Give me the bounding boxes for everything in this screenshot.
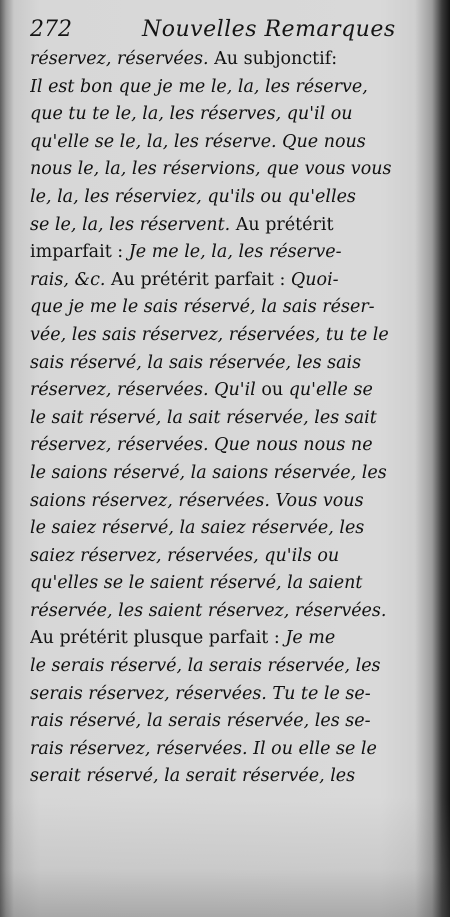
text-run: réservez, réservées. Qu'il <box>30 380 262 401</box>
text-line <box>30 239 425 267</box>
text-line <box>30 598 425 626</box>
text-run: saiez réservez, réservées, qu'ils ou <box>30 545 340 566</box>
text-run: qu'elle se <box>283 380 373 401</box>
text-run: serais réservez, réservées. Tu te le se- <box>30 683 371 704</box>
text-run: qu'elles se le saient réservé, la saient <box>30 573 363 594</box>
text-run: le sait réservé, la sait réservée, les sait <box>30 407 377 428</box>
text-run: que tu te le, la, les réserves, qu'il ou <box>30 104 353 125</box>
text-line <box>30 129 425 157</box>
text-run: Quoi- <box>290 269 339 290</box>
text-line <box>30 156 425 184</box>
text-run: réservez, réservées. <box>30 49 215 69</box>
text-line <box>30 432 425 460</box>
text-line <box>30 377 425 405</box>
page-number: 272 <box>30 17 72 42</box>
body-text <box>30 46 425 791</box>
text-run: le saions réservé, la saions réservée, les <box>30 462 387 483</box>
text-line <box>30 763 425 791</box>
text-run: qu'elle se le, la, les réserve. Que nous <box>30 131 366 152</box>
text-line <box>30 460 425 488</box>
text-run: imparfait : <box>30 242 129 263</box>
text-line <box>30 570 425 598</box>
text-run: Au prétérit plusque parfait : <box>30 628 286 649</box>
text-run: rais réservez, réservées. Il ou elle se le <box>30 738 377 759</box>
text-line <box>30 653 425 681</box>
text-line <box>30 184 425 212</box>
text-line <box>30 322 425 350</box>
text-line <box>30 101 425 129</box>
text-run: saions réservez, réservées. Vous vous <box>30 490 364 511</box>
text-run: réservée, les saient réservez, réservées. <box>30 600 387 621</box>
running-head <box>30 14 430 46</box>
text-line <box>30 74 425 102</box>
text-run: le serais réservé, la serais réservée, les <box>30 656 381 677</box>
text-line <box>30 350 425 378</box>
text-line <box>30 405 425 433</box>
text-run: serait réservé, la serait réservée, les <box>30 766 356 787</box>
text-run: le, la, les réserviez, qu'ils ou qu'elles <box>30 186 356 207</box>
text-line <box>30 708 425 736</box>
text-run: rais, &c. <box>30 269 112 290</box>
text-run: nous le, la, les réservions, que vous vous <box>30 159 392 180</box>
text-run: sais réservé, la sais réservée, les sais <box>30 352 362 373</box>
text-line <box>30 681 425 709</box>
text-line <box>30 625 425 653</box>
text-line <box>30 543 425 571</box>
text-run: Au prétérit <box>235 214 334 235</box>
text-run: Au prétérit parfait : <box>111 269 291 290</box>
text-run: Il est bon que je me le, la, les réserve, <box>30 76 368 97</box>
text-line <box>30 736 425 764</box>
page-shadow <box>0 797 450 917</box>
text-run: vée, les sais réservez, réservées, tu te le <box>30 324 389 345</box>
text-run: se le, la, les réservent. <box>30 214 236 235</box>
text-run: réservez, réservées. Que nous nous ne <box>30 435 373 456</box>
text-line <box>30 294 425 322</box>
text-line <box>30 515 425 543</box>
text-line <box>30 267 425 295</box>
text-run: ou <box>261 380 284 401</box>
text-run: Je me <box>285 628 336 649</box>
text-run: Au subjonctif: <box>214 49 338 69</box>
text-line <box>30 46 425 74</box>
text-run: Je me le, la, les réserve- <box>128 242 342 263</box>
text-line <box>30 212 425 240</box>
text-run: rais réservé, la serais réservée, les se- <box>30 711 371 732</box>
text-run: que je me le sais réservé, la sais réser- <box>30 297 375 318</box>
running-head-title: Nouvelles Remarques <box>142 17 396 42</box>
text-run: le saiez réservé, la saiez réservée, les <box>30 518 365 539</box>
text-line <box>30 488 425 516</box>
